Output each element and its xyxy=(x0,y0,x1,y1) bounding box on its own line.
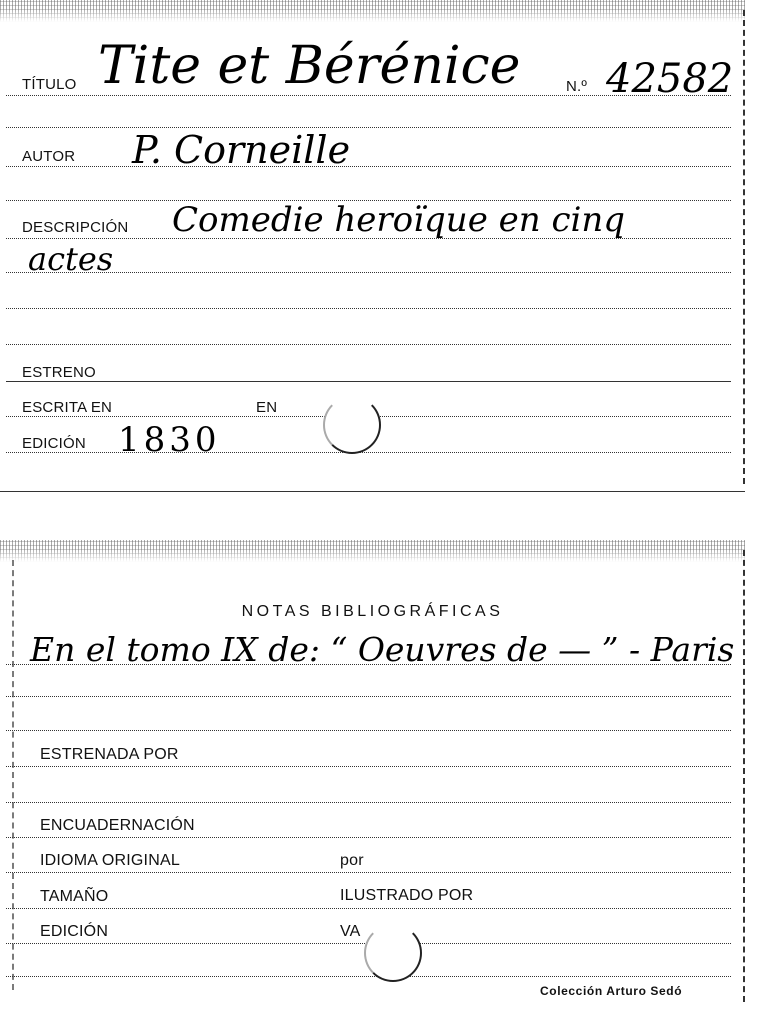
card-top-edge xyxy=(0,0,745,22)
titulo-line xyxy=(6,95,731,96)
edicion-line xyxy=(6,452,731,453)
card-bottom-edge xyxy=(0,491,745,492)
tamano-label: TAMAÑO xyxy=(40,888,109,905)
punch-hole xyxy=(364,924,422,982)
estreno-label: ESTRENO xyxy=(22,364,96,381)
ruled-line xyxy=(6,696,731,697)
ruled-line xyxy=(6,802,731,803)
encuadernacion-label: ENCUADERNACIÓN xyxy=(40,817,195,834)
valor-label: VA xyxy=(340,923,361,940)
autor-handwritten: P. Corneille xyxy=(132,128,351,172)
card-right-edge xyxy=(743,10,745,484)
ruled-line xyxy=(6,976,731,977)
ilustrado-por-label: ILUSTRADO POR xyxy=(340,887,474,904)
edicion-back-label: EDICIÓN xyxy=(40,923,109,940)
titulo-handwritten: Tite et Bérénice xyxy=(98,36,521,96)
estrenada-por-label: ESTRENADA POR xyxy=(40,746,179,763)
collection-credit: Colección Arturo Sedó xyxy=(540,984,683,998)
ruled-line xyxy=(6,344,731,345)
encuadernacion-line xyxy=(6,837,731,838)
descripcion-handwritten-line2: actes xyxy=(28,240,114,278)
card-top-edge xyxy=(0,540,745,562)
edicion-label: EDICIÓN xyxy=(22,435,86,452)
edicion-handwritten: 1830 xyxy=(118,420,221,460)
notas-heading: NOTAS BIBLIOGRÁFICAS xyxy=(241,603,504,620)
autor-line xyxy=(6,166,731,167)
descripcion-handwritten-line1: Comedie heroïque en cinq xyxy=(172,200,626,240)
ruled-line xyxy=(6,127,731,128)
ruled-line xyxy=(6,308,731,309)
ruled-line xyxy=(6,272,731,273)
catalog-card-front xyxy=(0,0,745,492)
descripcion-label: DESCRIPCIÓN xyxy=(22,219,129,236)
punch-hole xyxy=(323,396,381,454)
notas-line xyxy=(6,664,731,665)
titulo-label: TÍTULO xyxy=(22,76,77,93)
catalog-card-back xyxy=(0,540,745,1010)
por-label: por xyxy=(340,852,364,869)
descripcion-line xyxy=(6,238,731,239)
escrita-en-label: ESCRITA EN xyxy=(22,399,113,416)
notas-handwritten: En el tomo IX de: “ Oeuvres de — ” - Paris xyxy=(30,630,735,669)
numero-label: N.º xyxy=(566,78,588,95)
card-left-edge xyxy=(12,560,14,990)
en-label: EN xyxy=(256,399,278,416)
autor-label: AUTOR xyxy=(22,148,76,165)
idioma-original-label: IDIOMA ORIGINAL xyxy=(40,852,180,869)
estreno-line xyxy=(6,381,731,382)
ruled-line xyxy=(6,730,731,731)
idioma-original-line xyxy=(6,872,731,873)
numero-handwritten: 42582 xyxy=(606,56,734,102)
estrenada-por-line xyxy=(6,766,731,767)
tamano-line xyxy=(6,908,731,909)
